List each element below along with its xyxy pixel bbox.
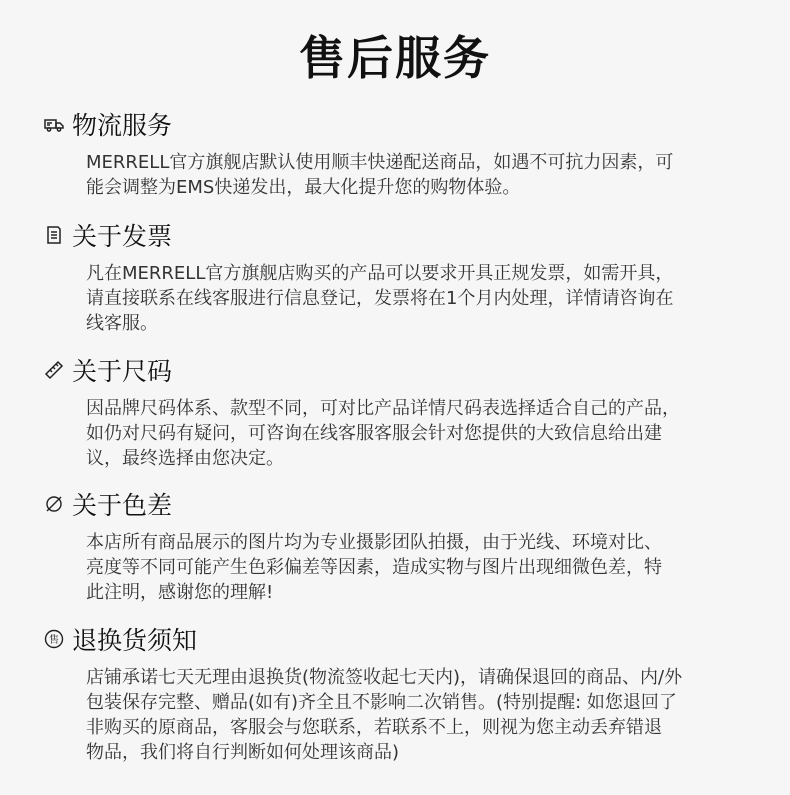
section-title: 物流服务 — [72, 111, 173, 140]
after-sale-badge-icon — [44, 629, 64, 649]
section-title: 关于色差 — [72, 491, 173, 520]
badge-char: 售 — [49, 635, 59, 646]
page-title: 售后服务 — [299, 31, 491, 85]
section-title: 关于发票 — [72, 222, 173, 251]
truck-icon — [44, 114, 64, 134]
color-swatch-icon — [44, 494, 64, 514]
section-body: MERRELL官方旗舰店默认使用顺丰快递配送商品，如遇不可抗力因素，可 能会调整为EMS快递发出，最大化提升您的购物体验。 — [86, 152, 674, 198]
invoice-icon — [44, 225, 64, 245]
section-header — [44, 621, 197, 657]
section-body: 因品牌尺码体系、款型不同，可对比产品详情尺码表选择适合自己的产品， 如仍对尺码有疑问，可咨询在线客服客服会针对您提供的大致信息给出建 议，最终选择由您决定。 — [86, 398, 680, 469]
section-body: 凡在MERRELL官方旗舰店购买的产品可以要求开具正规发票，如需开具， 请直接联系在线客服进行信息登记，发票将在1个月内处理，详情请咨询在 线客服。 — [86, 263, 674, 334]
section-title: 关于尺码 — [72, 357, 173, 386]
section-title: 退换货须知 — [72, 626, 198, 655]
section-header — [44, 352, 172, 388]
section-header — [44, 486, 172, 522]
ruler-icon — [44, 360, 64, 380]
section-body: 店铺承诺七天无理由退换货(物流签收起七天内)，请确保退回的商品、内/外 包装保存完整、赠品(如有)齐全且不影响二次销售。(特别提醒: 如您退回了 非购买的原商品，客服会与您联系，若联系不上，则视为您主动丢弃错退 物品，我们将自行判断如何处理该商品) — [86, 667, 683, 763]
section-header — [44, 217, 172, 253]
section-body: 本店所有商品展示的图片均为专业摄影团队拍摄，由于光线、环境对比、 亮度等不同可能产生色彩偏差等因素，造成实物与图片出现细微色差，特 此注明，感谢您的理解! — [86, 532, 662, 603]
section-header — [44, 106, 172, 142]
